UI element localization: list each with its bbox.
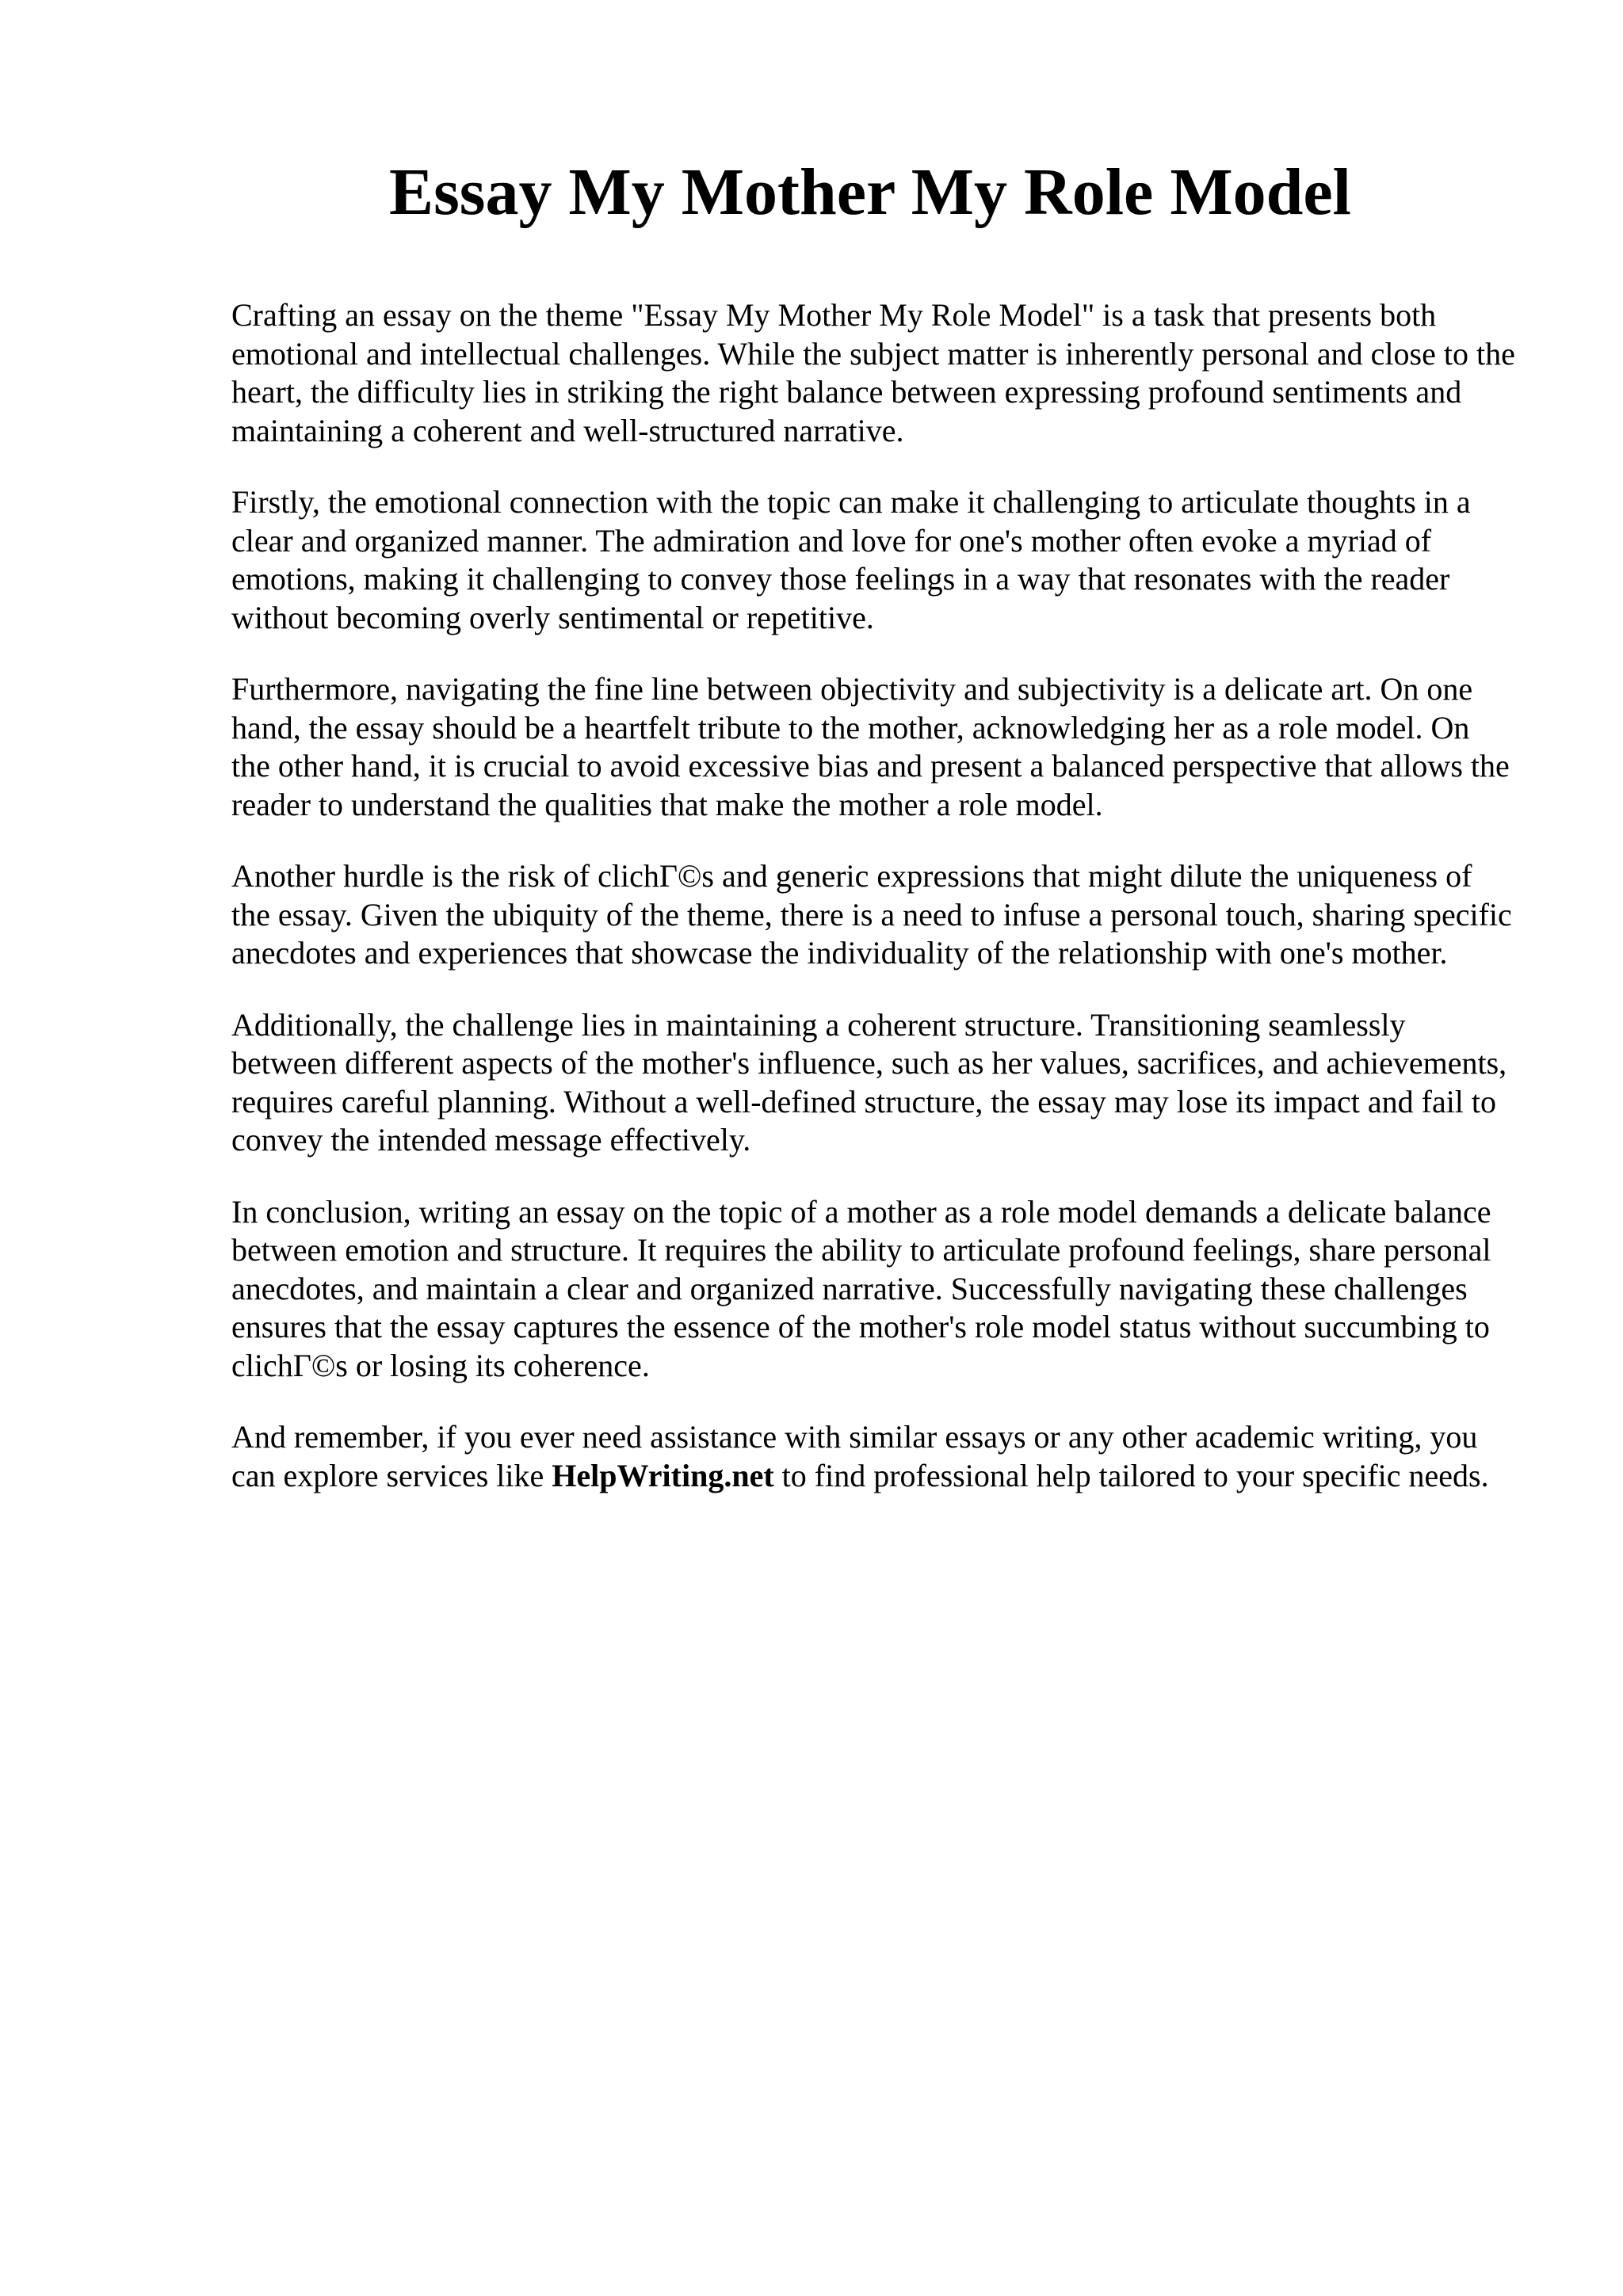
helpwriting-brand-text: HelpWriting.net xyxy=(552,1457,774,1493)
paragraph-emotional-connection: Firstly, the emotional connection with the topic can make it challenging to articulate thoughts in a clear and organized manner. The admiration and love for one's mother often evoke a myriad of emotions, making it challenging to convey those feelings in a way that resonates with the reader without becoming overly sentimental or repetitive. xyxy=(231,484,1471,635)
paragraph-closing xyxy=(231,1418,1515,1495)
paragraph-cliches: Another hurdle is the risk of clichГ©s and generic expressions that might dilute the uniqueness of the essay. Given the ubiquity of the theme, there is a need to infuse a personal touch, sharing specific anecdotes and experiences that showcase the individuality of the relationship with one's mother. xyxy=(231,858,1512,971)
paragraph-structure: Additionally, the challenge lies in maintaining a coherent structure. Transitioning seamlessly between different aspects of the mother's influence, such as her values, sacrifices, and achievements, requires careful planning. Without a well-defined structure, the essay may lose its impact and fail to convey the intended message effectively. xyxy=(231,1006,1507,1158)
paragraph-conclusion: In conclusion, writing an essay on the topic of a mother as a role model demands a delicate balance between emotion and structure. It requires the ability to articulate profound feelings, share personal anecdotes, and maintain a clear and organized narrative. Successfully navigating these challenges ensures that the essay captures the essence of the mother's role model status without succumbing to clichГ©s or losing its coherence. xyxy=(231,1193,1491,1383)
paragraph-objectivity: Furthermore, navigating the fine line between objectivity and subjectivity is a delicate art. On one hand, the essay should be a heartfelt tribute to the mother, acknowledging her as a role model. On the other hand, it is crucial to avoid excessive bias and present a balanced perspective that allows the reader to understand the qualities that make the mother a role model. xyxy=(231,671,1510,822)
closing-text-after: to find professional help tailored to your specific needs. xyxy=(773,1457,1489,1493)
paragraph-intro: Crafting an essay on the theme "Essay My Mother My Role Model" is a task that presents both emotional and intellectual challenges. While the subject matter is inherently personal and close to the heart, the difficulty lies in striking the right balance between expressing profound sentiments and maintaining a coherent and well-structured narrative. xyxy=(231,297,1515,448)
document-title: Essay My Mother My Role Model xyxy=(389,155,1351,229)
document-body xyxy=(231,296,1515,1528)
closing-text-before: And remember, if you ever need assistance with similar essays or any other academic writing, you can explore services like xyxy=(231,1419,1478,1493)
